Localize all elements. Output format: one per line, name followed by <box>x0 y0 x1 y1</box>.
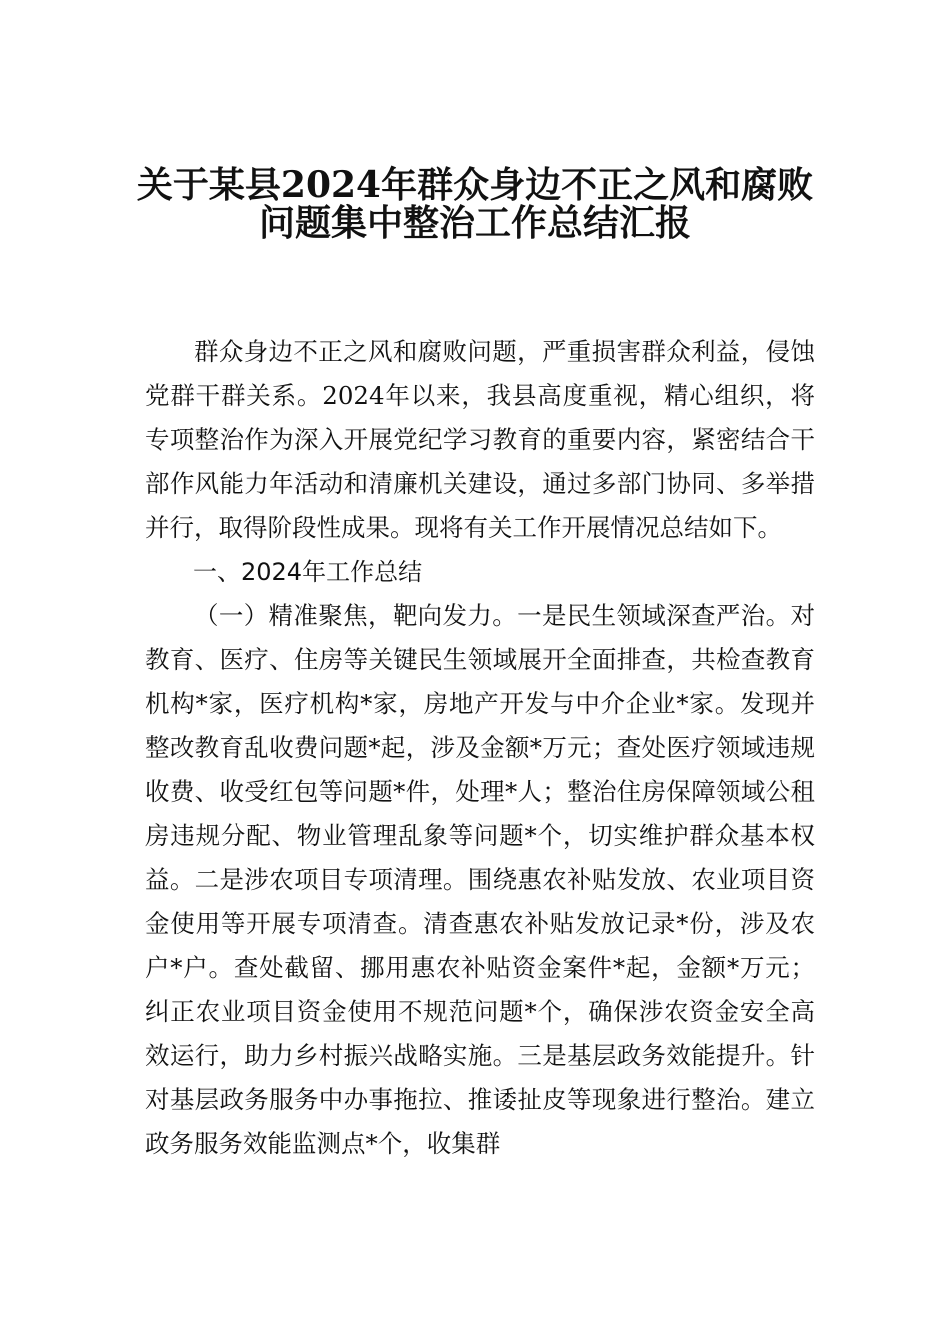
section-paragraph: （一）精准聚焦，靶向发力。一是民生领域深查严治。对教育、医疗、住房等关键民生领域展开全面排查，共检查教育机构*家，医疗机构*家，房地产开发与中介企业*家。发现并整改教育乱收费问题*起，涉及金额*万元；查处医疗领域违规收费、收受红包等问题*件，处理*人；整治住房保障领域公租房违规分配、物业管理乱象等问题*个，切实维护群众基本权益。二是涉农项目专项清理。围绕惠农补贴发放、农业项目资金使用等开展专项清查。清查惠农补贴发放记录*份，涉及农户*户。查处截留、挪用惠农补贴资金案件*起，金额*万元；纠正农业项目资金使用不规范问题*个，确保涉农资金安全高效运行，助力乡村振兴战略实施。三是基层政务效能提升。针对基层政务服务中办事拖拉、推诿扯皮等现象进行整治。建立政务服务效能监测点*个，收集群 <box>145 601 815 1158</box>
document-title-line-2: 问题集中整治工作总结汇报 <box>258 202 691 244</box>
document-title-line-1: 关于某县2024年群众身边不正之风和腐败 <box>136 164 814 206</box>
document-body <box>145 330 815 1166</box>
section-heading: 一、2024年工作总结 <box>193 558 423 586</box>
intro-paragraph: 群众身边不正之风和腐败问题，严重损害群众利益，侵蚀党群干群关系。2024年以来，我县高度重视，精心组织，将专项整治作为深入开展党纪学习教育的重要内容，紧密结合干部作风能力年活动和清廉机关建设，通过多部门协同、多举措并行，取得阶段性成果。现将有关工作开展情况总结如下。 <box>145 337 815 542</box>
